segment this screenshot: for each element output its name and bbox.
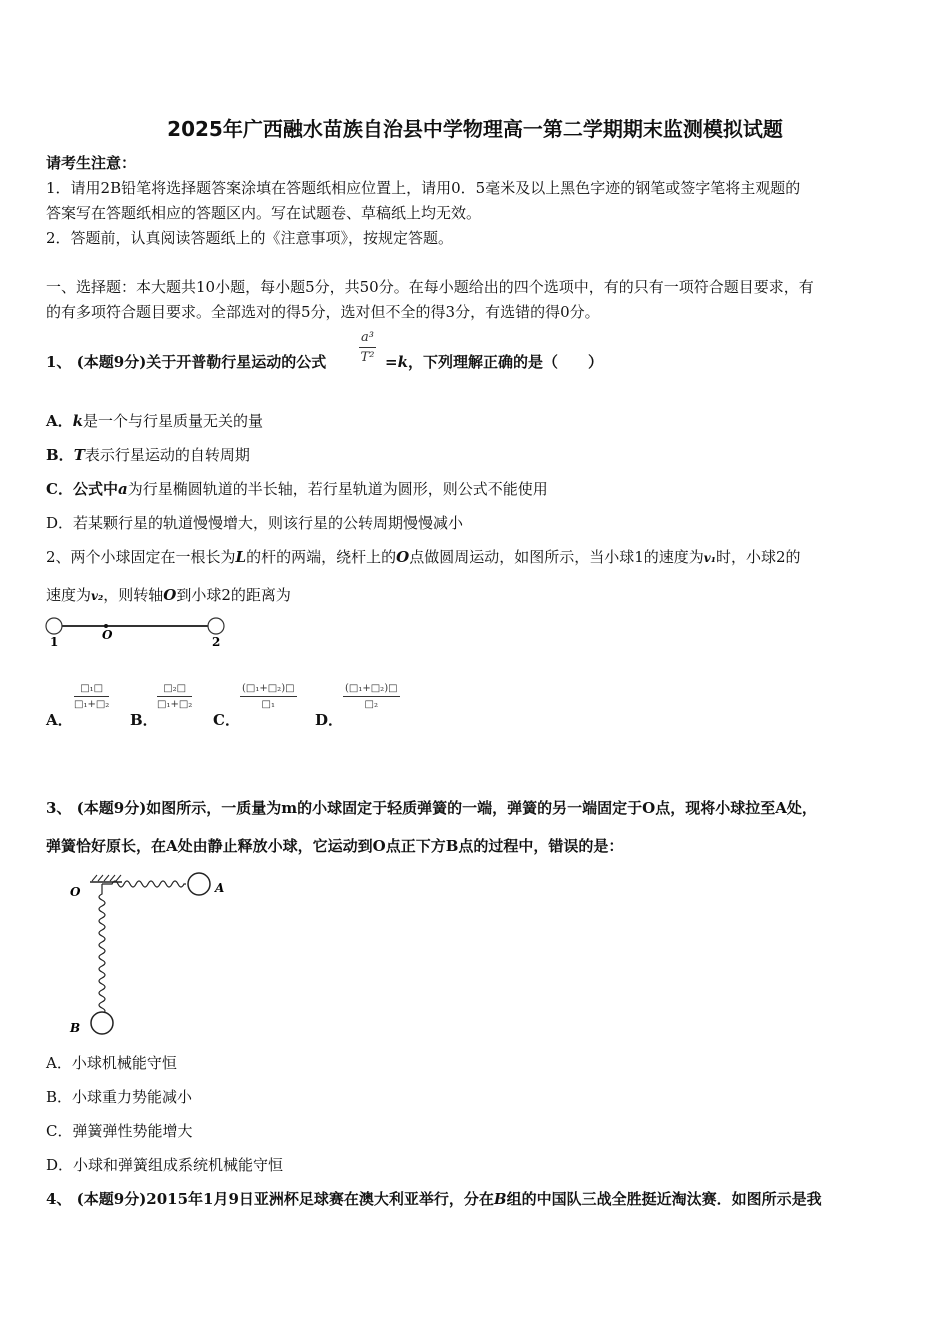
- q2-option-c-label: C．: [213, 711, 240, 729]
- q3-spring-vertical: [99, 884, 105, 1014]
- page-title: 2025年广西融水苗族自治县中学物理高一第二学期期末监测模拟试题: [167, 117, 783, 141]
- q1-option-b-label: B．: [46, 446, 74, 464]
- section-instructions-line-2: 的有多项符合题目要求。全部选对的得5分，选对但不全的得3分，有选错的得0分。: [46, 303, 600, 321]
- q2-option-a-den: □₁+□₂: [74, 699, 110, 710]
- q2-option-a-label: A．: [46, 711, 73, 729]
- q2-option-a-num: □₁□: [74, 683, 109, 697]
- q2-text-3: 点做圆周运动，如图所示，当小球1的速度为: [409, 548, 704, 566]
- q3-stem-line-1: 3、 (本题9分)如图所示，一质量为m的小球固定于轻质弹簧的一端，弹簧的另一端固定于O点，现将小球拉至A处，: [46, 799, 817, 817]
- q1-option-c-text: 为行星椭圆轨道的半长轴，若行星轨道为圆形，则公式不能使用: [127, 480, 548, 498]
- q2-text-4: 时，小球2的: [715, 548, 801, 566]
- q2-option-d-label: D．: [315, 711, 344, 729]
- q3-hatch-2: [98, 875, 103, 881]
- q2-fig-label-1: 1: [50, 635, 59, 649]
- q3-spring-figure: [66, 870, 236, 1038]
- q1-option-d: D．若某颗行星的轨道慢慢增大，则该行星的公转周期慢慢减小: [46, 514, 464, 532]
- q3-option-a: A．小球机械能守恒: [46, 1054, 177, 1072]
- q3-hatch-3: [104, 875, 109, 881]
- q2-option-b-den: □₁+□₂: [157, 699, 193, 710]
- q2-option-d-num: (□₁+□₂)□: [343, 683, 400, 697]
- q2-text-2: 的杆的两端，绕杆上的: [246, 548, 397, 566]
- q3-ball-b: [91, 1012, 113, 1034]
- q3-stem-line-2: 弹簧恰好原长，在A处由静止释放小球，它运动到O点正下方B点的过程中，错误的是：: [46, 837, 624, 855]
- q2-text-7: 到小球2的距离为: [176, 586, 291, 604]
- q2-stem-line-2: [46, 585, 291, 606]
- q2-option-c-num: (□₁+□₂)□: [240, 683, 297, 697]
- q2-ball-1: [46, 618, 62, 634]
- notice-heading: 请考生注意：: [46, 154, 137, 172]
- notice-line-1: 1．请用2B铅笔将选择题答案涂填在答题纸相应位置上，请用0．5毫米及以上黑色字迹的钢笔或签字笔将主观题的: [46, 179, 801, 197]
- q2-var-v1: v₁: [703, 551, 716, 565]
- q4-text-1: 4、 (本题9分)2015年1月9日亚洲杯足球赛在澳大利亚举行，分在: [46, 1190, 494, 1208]
- q2-ball-2: [208, 618, 224, 634]
- q1-option-a-text: 是一个与行星质量无关的量: [83, 412, 264, 430]
- q2-option-c-den: □₁: [261, 699, 275, 710]
- q2-var-o: O: [396, 548, 410, 566]
- q3-fig-label-a: A: [215, 881, 225, 895]
- section-instructions-line-1: 一、选择题：本大题共10小题，每小题5分，共50分。在每小题给出的四个选项中，有的只有一项符合题目要求，有: [46, 278, 814, 296]
- q1-stem: [46, 352, 326, 372]
- q2-var-l: L: [235, 548, 247, 566]
- q2-var-o2: O: [163, 586, 177, 604]
- q2-option-b-fraction: [157, 683, 192, 711]
- q1-formula-numerator: a³: [359, 330, 376, 348]
- q4-var-b: B: [493, 1190, 507, 1208]
- q1-option-c-var: a: [117, 480, 128, 498]
- q2-option-b-label: B．: [130, 711, 158, 729]
- q3-option-d: D．小球和弹簧组成系统机械能守恒: [46, 1156, 284, 1174]
- q1-option-a: [46, 411, 263, 431]
- notice-line-2: 2．答题前，认真阅读答题纸上的《注意事项》，按规定答题。: [46, 229, 454, 247]
- q3-hatch-1: [92, 875, 97, 881]
- q3-option-c: C．弹簧弹性势能增大: [46, 1122, 193, 1140]
- q2-option-c-fraction: [240, 683, 297, 711]
- q2-fig-label-2: 2: [212, 635, 221, 649]
- q2-rod-figure: [42, 614, 232, 650]
- q2-option-d-den: □₂: [364, 699, 378, 710]
- q3-option-b: B．小球重力势能减小: [46, 1088, 193, 1106]
- q2-option-d-fraction: [343, 683, 400, 711]
- q1-equals: =: [385, 353, 398, 371]
- q2-var-v2: v₂: [91, 589, 104, 603]
- q1-prefix: 1、 (本题9分)关于开普勒行星运动的公式: [46, 353, 327, 371]
- q3-ball-a: [188, 873, 210, 895]
- q1-option-b: [46, 445, 250, 465]
- q3-hatch-4: [110, 875, 115, 881]
- q4-text-2: 组的中国队三战全胜挺近淘汰赛．如图所示是我: [506, 1190, 822, 1208]
- notice-line-1b: 答案写在答题纸相应的答题区内。写在试题卷、草稿纸上均无效。: [46, 204, 482, 222]
- q3-hatch-5: [116, 875, 121, 881]
- q2-text-6: ，则转轴: [103, 586, 164, 604]
- q4-stem-line-1: [46, 1189, 822, 1209]
- q3-fig-label-b: B: [70, 1021, 81, 1035]
- q2-option-a-fraction: [74, 683, 109, 711]
- q1-option-a-label: A．: [46, 412, 73, 430]
- q2-option-b-num: □₂□: [157, 683, 192, 697]
- q1-formula-denominator: T²: [360, 350, 375, 365]
- q1-suffix-text: ，下列理解正确的是（ ）: [407, 353, 603, 371]
- q2-text-1: 2、两个小球固定在一根长为: [46, 548, 236, 566]
- q1-formula-fraction: [359, 330, 376, 366]
- q1-stem-suffix: [385, 352, 603, 372]
- q1-option-c: [46, 479, 548, 499]
- q1-k-var: k: [397, 353, 408, 371]
- q1-option-c-label: C．公式中: [46, 480, 118, 498]
- q1-option-b-text: 表示行星运动的自转周期: [84, 446, 250, 464]
- q2-text-5: 速度为: [46, 586, 92, 604]
- q2-stem-line-1: [46, 547, 801, 568]
- q2-fig-label-o: O: [102, 628, 113, 642]
- q3-fig-label-o: O: [70, 885, 81, 899]
- q1-option-a-var: k: [72, 412, 84, 430]
- q1-option-b-var: T: [73, 446, 85, 464]
